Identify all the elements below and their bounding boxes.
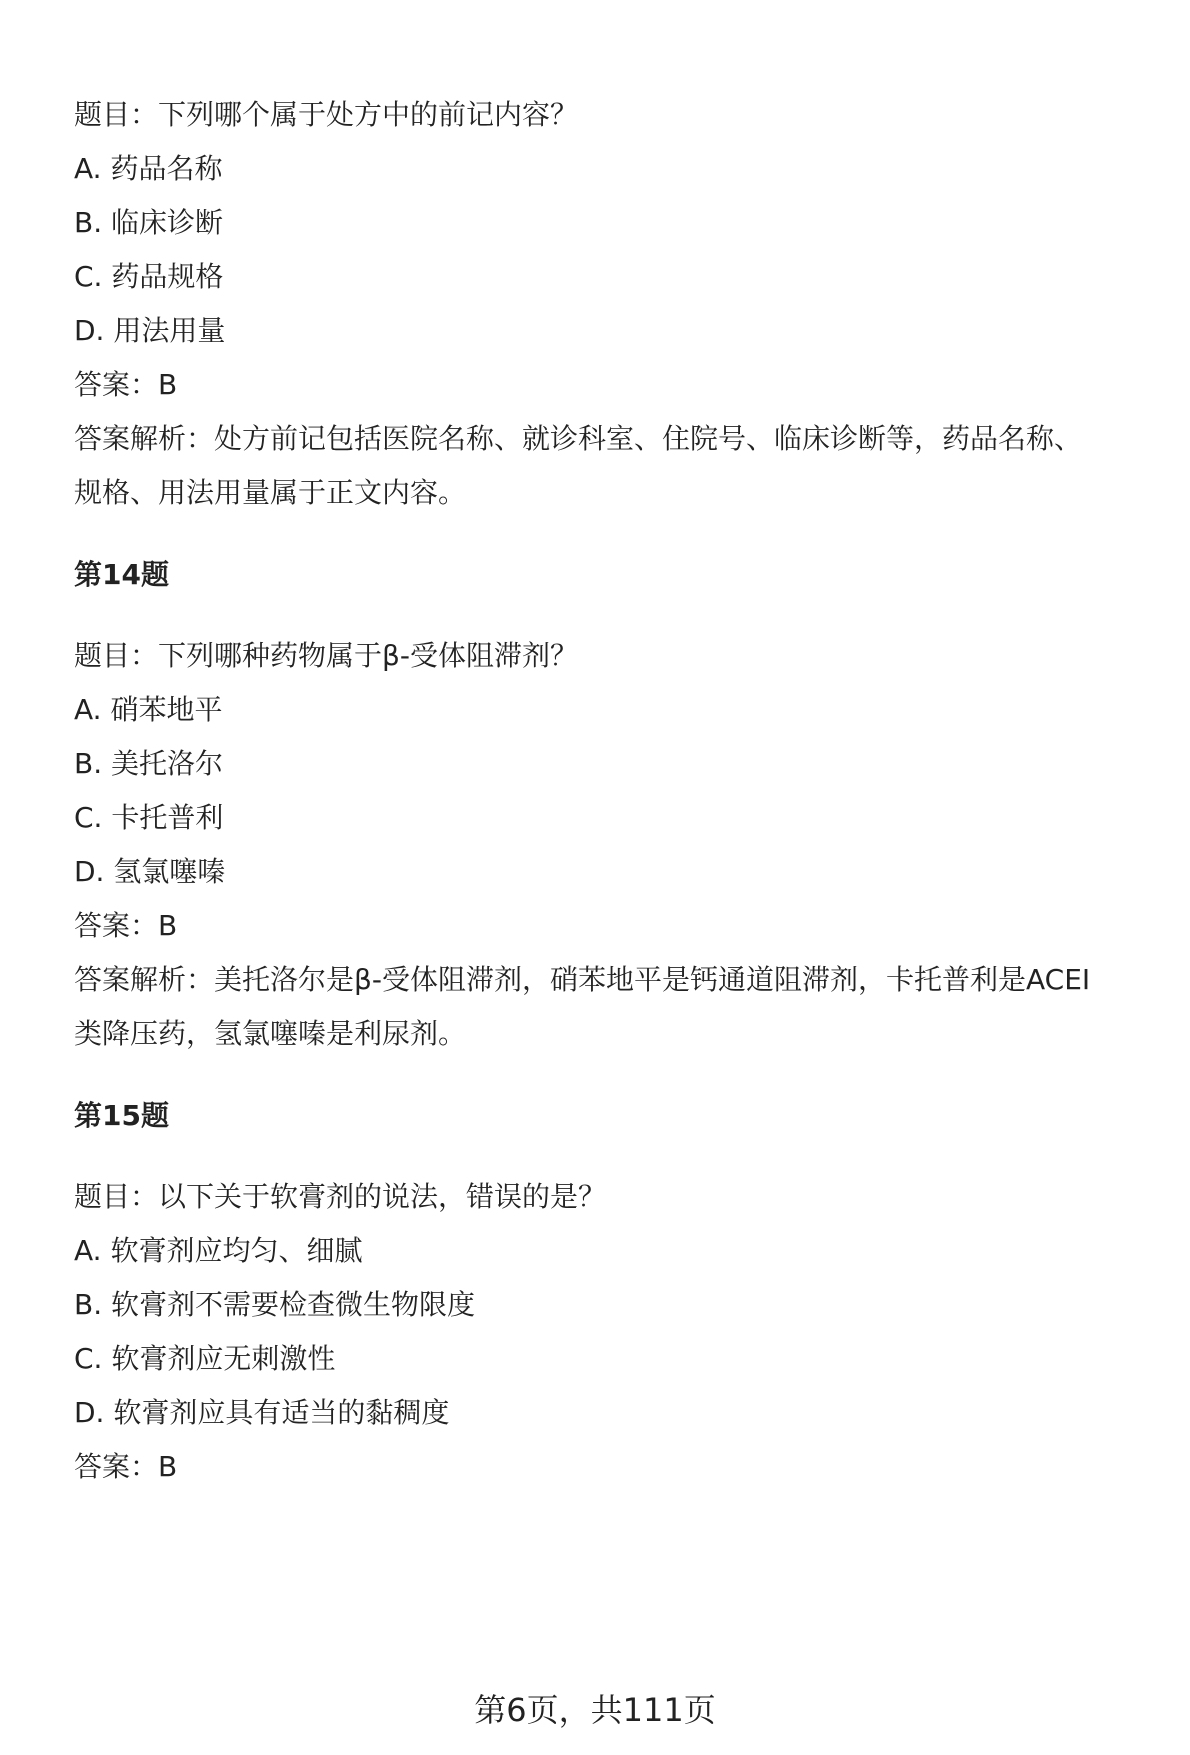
q14-answer: 答案：B (74, 909, 178, 942)
q14-heading: 第14题 (74, 558, 169, 591)
q14-option-b: B. 美托洛尔 (74, 747, 224, 780)
q13-answer: 答案：B (74, 368, 178, 401)
page-number-footer: 第6页，共111页 (474, 1691, 716, 1729)
q14-question: 题目：下列哪种药物属于β-受体阻滞剂？ (74, 639, 578, 672)
q15-option-c: C. 软膏剂应无刺激性 (74, 1342, 336, 1375)
q13-option-c: C. 药品规格 (74, 260, 224, 293)
q15-question: 题目：以下关于软膏剂的说法，错误的是？ (74, 1180, 607, 1213)
q15-option-a: A. 软膏剂应均匀、细腻 (74, 1234, 363, 1267)
q14-option-a: A. 硝苯地平 (74, 693, 223, 726)
q13-analysis-line2: 规格、用法用量属于正文内容。 (74, 476, 467, 509)
q14-option-d: D. 氢氯噻嗪 (74, 855, 226, 888)
q15-heading: 第15题 (74, 1099, 169, 1132)
q14-analysis-line2: 类降压药，氢氯噻嗪是利尿剂。 (74, 1017, 467, 1050)
q14-option-c: C. 卡托普利 (74, 801, 224, 834)
q15-answer: 答案：B (74, 1450, 178, 1483)
q15-option-b: B. 软膏剂不需要检查微生物限度 (74, 1288, 476, 1321)
q13-option-a: A. 药品名称 (74, 152, 223, 185)
q13-option-b: B. 临床诊断 (74, 206, 224, 239)
q13-analysis-line1: 答案解析：处方前记包括医院名称、就诊科室、住院号、临床诊断等，药品名称、 (74, 422, 1083, 455)
q15-option-d: D. 软膏剂应具有适当的黏稠度 (74, 1396, 450, 1429)
q13-question: 题目：下列哪个属于处方中的前记内容？ (74, 98, 579, 131)
q14-analysis-line1: 答案解析：美托洛尔是β-受体阻滞剂，硝苯地平是钙通道阻滞剂，卡托普利是ACEI (74, 963, 1091, 996)
q13-option-d: D. 用法用量 (74, 314, 226, 347)
